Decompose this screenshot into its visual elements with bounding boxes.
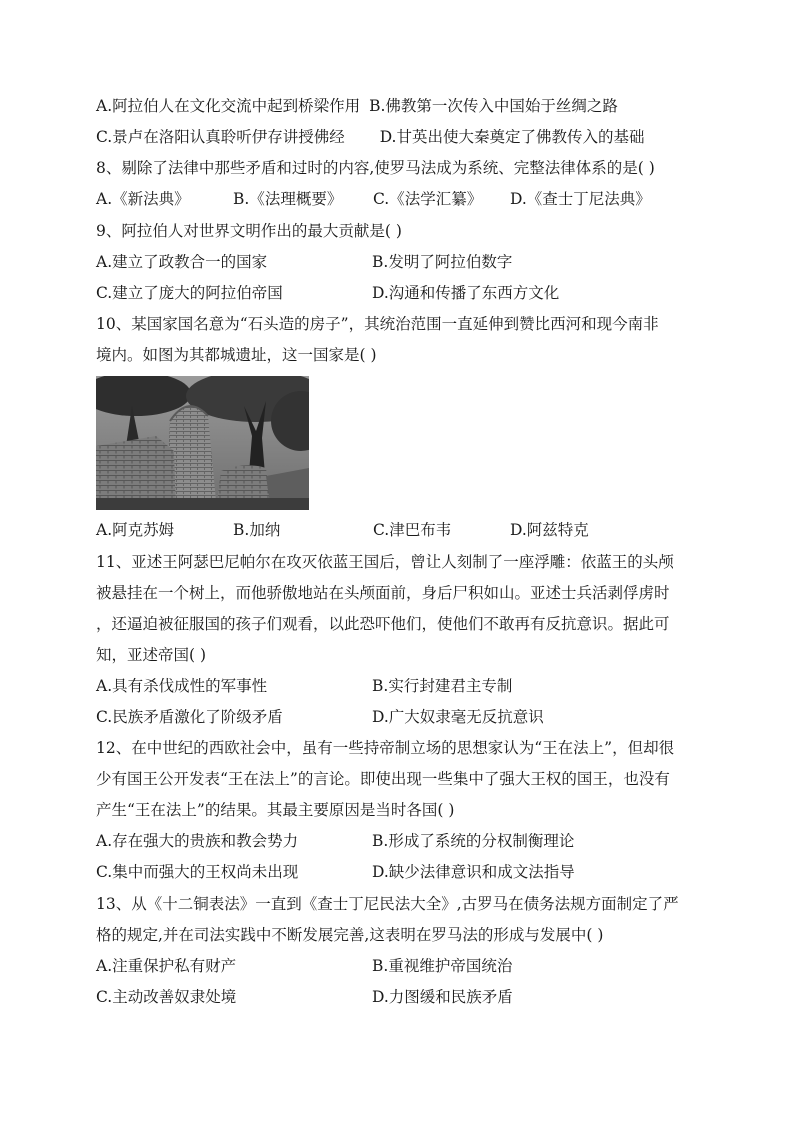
q8-stem: 8、剔除了法律中那些矛盾和过时的内容,使罗马法成为系统、完整法律体系的是( ) [96, 159, 655, 177]
q7-options-row2 [96, 127, 645, 147]
q8-option-a[interactable]: A.《新法典》 [96, 190, 190, 208]
q10-option-b[interactable]: B.加纳 [233, 521, 281, 539]
q7-option-c[interactable]: C.景卢在洛阳认真聆听伊存讲授佛经 [96, 128, 345, 146]
q10-option-a[interactable]: A.阿克苏姆 [96, 521, 175, 539]
q12-stem-line3: 产生“王在法上”的结果。其最主要原因是当时各国( ) [96, 801, 455, 819]
q11-stem-line1: 11、亚述王阿瑟巴尼帕尔在攻灭依蓝王国后，曾让人刻制了一座浮雕：依蓝王的头颅 [96, 553, 674, 571]
q11-stem-line4: 知，亚述帝国( ) [96, 646, 207, 664]
q13-option-c[interactable]: C.主动改善奴隶处境 [96, 988, 237, 1006]
q11-option-b[interactable]: B.实行封建君主专制 [372, 677, 513, 695]
q7-option-b[interactable]: B.佛教第一次传入中国始于丝绸之路 [369, 97, 618, 115]
q13-stem-line2: 格的规定,并在司法实践中不断发展完善,这表明在罗马法的形成与发展中( ) [96, 926, 604, 944]
q11-option-c[interactable]: C.民族矛盾激化了阶级矛盾 [96, 708, 283, 726]
q12-stem-line2: 少有国王公开发表“王在法上”的言论。即使出现一些集中了强大王权的国王，也没有 [96, 770, 670, 788]
q11-stem-line2: 被悬挂在一个树上，而他骄傲地站在头颅面前，身后尸积如山。亚述士兵活剥俘虏时 [96, 584, 670, 602]
q9-stem: 9、阿拉伯人对世界文明作出的最大贡献是( ) [96, 222, 402, 240]
q10-option-c[interactable]: C.津巴布韦 [373, 521, 452, 539]
q12-option-c[interactable]: C.集中而强大的王权尚未出现 [96, 863, 299, 881]
q8-option-d[interactable]: D.《查士丁尼法典》 [510, 190, 651, 208]
q8-option-b[interactable]: B.《法理概要》 [233, 190, 343, 208]
q13-option-b[interactable]: B.重视维护帝国统治 [372, 957, 513, 975]
q10-stem-line2: 境内。如图为其都城遗址，这一国家是( ) [96, 346, 377, 364]
q9-option-c[interactable]: C.建立了庞大的阿拉伯帝国 [96, 284, 283, 302]
q7-options-row1 [96, 96, 618, 116]
q12-option-a[interactable]: A.存在强大的贵族和教会势力 [96, 832, 299, 850]
q13-option-a[interactable]: A.注重保护私有财产 [96, 957, 237, 975]
q11-stem-line3: ，还逼迫被征服国的孩子们观看，以此恐吓他们，使他们不敢再有反抗意识。据此可 [96, 615, 670, 633]
q9-option-d[interactable]: D.沟通和传播了东西方文化 [372, 284, 560, 302]
q7-option-a[interactable]: A.阿拉伯人在文化交流中起到桥梁作用 [96, 97, 361, 115]
q12-option-d[interactable]: D.缺少法律意识和成文法指导 [372, 863, 575, 881]
stone-ruins-photo-drawing [96, 376, 309, 510]
q11-option-a[interactable]: A.具有杀伐成性的军事性 [96, 677, 268, 695]
q9-option-a[interactable]: A.建立了政教合一的国家 [96, 253, 268, 271]
q10-option-d[interactable]: D.阿兹特克 [510, 521, 589, 539]
q12-stem-line1: 12、在中世纪的西欧社会中，虽有一些持帝制立场的思想家认为“王在法上”，但却很 [96, 739, 675, 757]
q11-option-d[interactable]: D.广大奴隶毫无反抗意识 [372, 708, 544, 726]
stone-ruins-photo [96, 376, 309, 510]
q7-option-d[interactable]: D.甘英出使大秦奠定了佛教传入的基础 [379, 128, 645, 146]
q13-stem-line1: 13、从《十二铜表法》一直到《查士丁尼民法大全》,古罗马在债务法规方面制定了严 [96, 895, 679, 913]
q10-stem-line1: 10、某国家国名意为“石头造的房子”，其统治范围一直延伸到赞比西河和现今南非 [96, 315, 659, 333]
q13-option-d[interactable]: D.力图缓和民族矛盾 [372, 988, 513, 1006]
q12-option-b[interactable]: B.形成了系统的分权制衡理论 [372, 832, 575, 850]
q8-option-c[interactable]: C.《法学汇纂》 [373, 190, 483, 208]
q9-option-b[interactable]: B.发明了阿拉伯数字 [372, 253, 513, 271]
